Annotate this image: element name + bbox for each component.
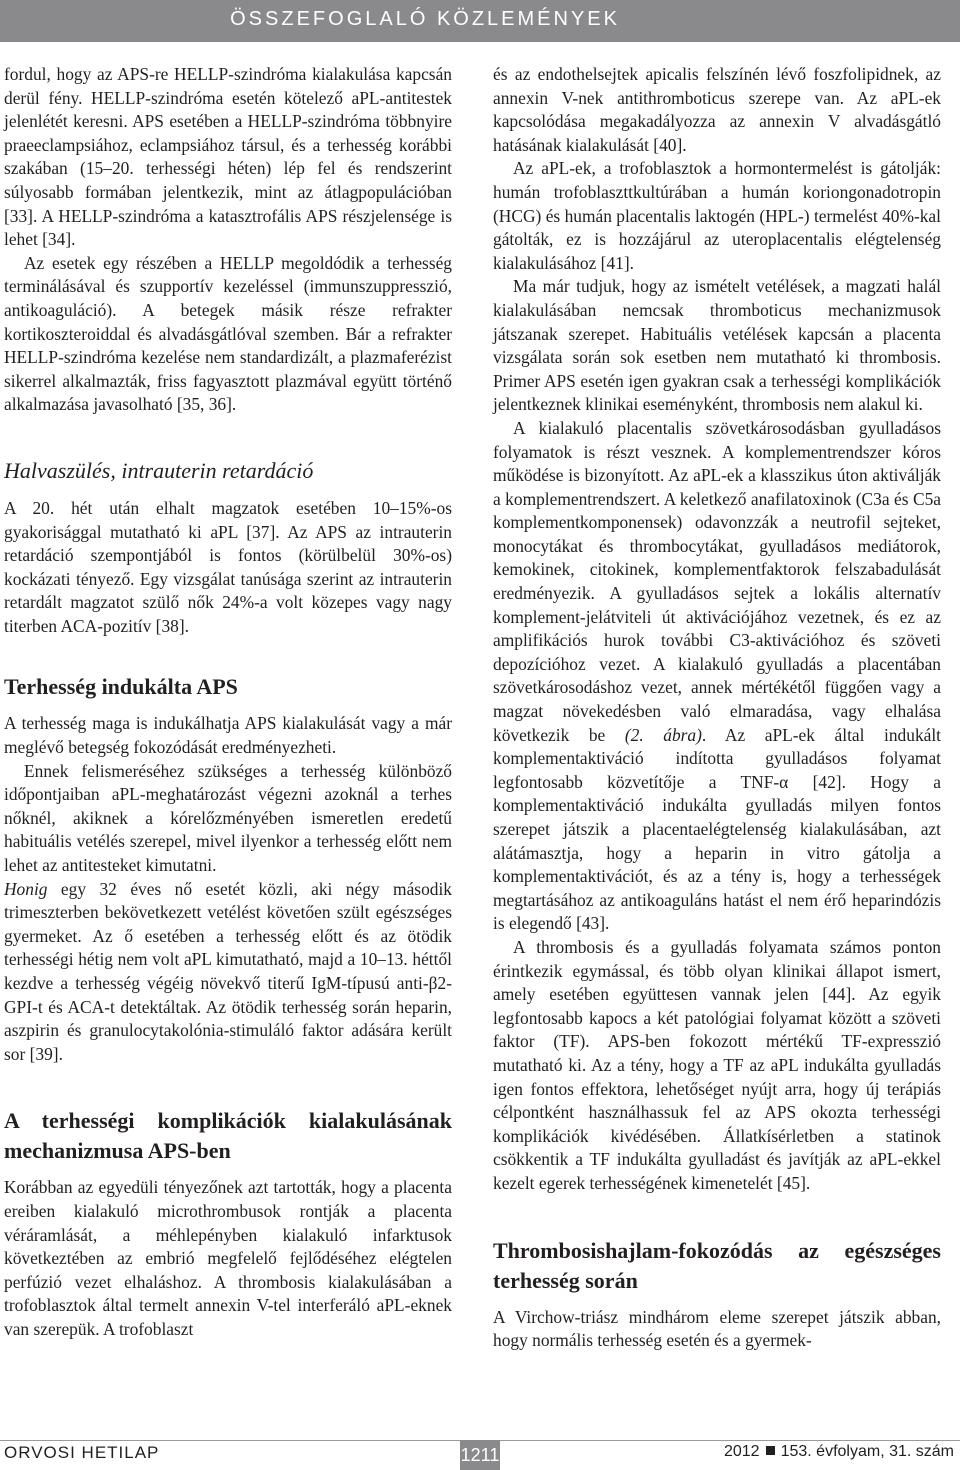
issue-info	[724, 1443, 954, 1461]
paragraph: A Virchow-triász mindhárom eleme szerepet játszik abban, hogy normális terhesség esetén és a gyermek-	[493, 1306, 941, 1351]
footer	[0, 1440, 960, 1470]
page-number: 1211	[460, 1440, 500, 1470]
paragraph: és az endothelsejtek apicalis felszínén lévő foszfolipidnek, az annexin V-nek antithromboticus szerepe van. Az aPL-ek kapcsolódása megakadályozza az annexin V alvadásgátló hatásának kialakulását [40].	[493, 64, 941, 155]
section-heading: Thrombosishajlam-fokozódás az egészséges terhesség során	[493, 1237, 941, 1293]
left-column	[4, 63, 452, 1342]
volume-issue: 153. évfolyam, 31. szám	[780, 1443, 954, 1460]
paragraph: Korábban az egyedüli tényezőnek azt tartották, hogy a placenta ereiben kialakuló microthrombusok rontják a placenta véráramlását, a méhlepényben kialakuló infarktusok következtében az embrió megfelelő fejlődéséhez elégtelen perfúzió vezet elhaláshoz. A thrombosis kialakulásában a trofoblasztok által termelt annexin V-tel interferáló aPL-eknek van szerepük. A trofoblaszt	[4, 1177, 452, 1339]
figure-reference: (2. ábra)	[624, 724, 702, 745]
paragraph: Az esetek egy részében a HELLP megoldódik a terhesség terminálásával és szupportív kezeléssel (immunszuppresszió, antikoaguláció). A betegek másik része refrakter kortikoszteroiddal és alvadásgátlóval szemben. Bár a refrakter HELLP-szindróma kezelése nem standardizált, a plazmaferézist sikerrel alkalmazták, friss fagyasztott plazmával együtt történő alkalmazása javasolható [35, 36].	[4, 252, 452, 415]
square-bullet-icon	[766, 1446, 775, 1455]
paragraph: A 20. hét után elhalt magzatok esetében 10–15%-os gyakorisággal mutatható ki aPL [37]. Az APS az intrauterin retardáció szempontjából is fontos (körülbelül 30%-os) kockázati tényező. Egy vizsgálat tanúsága szerint az intrauterin retardált magzatot szülő nők 24%-a volt közepes vagy nagy titerben ACA-pozitív [38].	[4, 497, 452, 636]
paragraph: fordul, hogy az APS-re HELLP-szindróma kialakulása kapcsán derül fény. HELLP-szindróma esetén kötelező aPL-antitestek jelenlétét keresni. APS esetében a HELLP-szindróma többnyire praeeclampsiához, eclampsiához társul, és a terhesség korábbi szakában (15–20. terhességi héten) lép fel és rendszerint súlyosabb formában jelentkezik, mint az átlagpopulációban [33]. A HELLP-szindróma a katasztrofális APS részjelensége is lehet [34].	[4, 64, 452, 250]
section-heading: Terhesség indukálta APS	[4, 674, 238, 700]
paragraph: Ennek felismeréséhez szükséges a terhesség különböző időpontjaiban aPL-meghatározást végezni azoknál a terhes nőknél, akiknek a kórelőzményében ismeretlen eredetű habituális vetélés szerepel, mivel ilyenkor a terhesség előtt nem lehet az antitesteket kimutatni.	[4, 760, 452, 876]
paragraph-text: . Az aPL-ek által indukált komplementaktiváció indította gyulladásos folyamat legfontosabb közvetítője a TNF-α [42]. Hogy a komplementaktiváció indukálta gyulladás milyen fontos szerepet játszik a placentaelégtelenség kialakulásában, azt alátámasztja, hogy a heparin in vitro gátolja a komplementaktivációt, és az a tény is, hogy a terhességek megtartásához az antikoaguláns hatást el nem érő heparindózis is elegendő [43].	[493, 724, 942, 934]
journal-name: ORVOSI HETILAP	[4, 1443, 160, 1462]
paragraph: A thrombosis és a gyulladás folyamata számos ponton érintkezik egymással, és több olyan klinikai állapot ismert, amely esetében együttesen vannak jelen [44]. Az egyik legfontosabb kapocs a két patológiai folyamat között a szöveti faktor (TF). APS-ben fokozott mértékű TF-expresszió mutatható ki. Az a tény, hogy a TF az aPL indukálta gyulladás igen fontos effektora, lehetőséget nyújt arra, hogy új terápiás célpontként használhassuk fel az APS okozta terhességi komplikációk kivédésében. Állatkísérletben a statinok csökkentik a TF indukálta gyulladást és javítják az aPL-ekkel kezelt egerek terhességének kimenetelét [45].	[493, 936, 941, 1193]
section-heading: A terhességi komplikációk kialakulásának mechanizmusa APS-ben	[4, 1108, 452, 1164]
paragraph: Ma már tudjuk, hogy az ismételt vetélések, a magzati halál kialakulásában nemcsak thromboticus mechanizmusok játszanak szerepet. Habituális vetélések kapcsán a placenta vizsgálata során sok esetben nem mutatható ki thrombosis. Primer APS esetén igen gyakran csak a terhességi komplikációk jelentkeznek klinikai eseményként, thrombosis nem alakul ki.	[493, 276, 941, 415]
section-heading: Halvaszülés, intrauterin retardáció	[4, 457, 314, 483]
header-bar	[0, 0, 960, 42]
paragraph-text: egy 32 éves nő esetét közli, aki négy második trimeszterben bekövetkezett vetélést követően szült egészséges gyermeket. Az ő esetében a terhesség előtt és az ötödik terhességi hétig nem volt aPL kimutatható, majd a 10–13. héttől kezdve a terhesség végéig növekvő titerű IgM-típusú anti-β2-GPI-t és ACA-t detektáltak. Az ötödik terhesség során heparin, aszpirin és granulocytakolónia-stimuláló faktor adására került sor [39].	[4, 878, 452, 1064]
paragraph: Az aPL-ek, a trofoblasztok a hormontermelést is gátolják: humán trofoblaszttkultúrában a humán koriongonadotropin (HCG) és humán placentalis laktogén (HPL-) termelést 40%-kal gátolták, ez is hozzájárul az uteroplacentalis elégtelenség kialakulásához [41].	[493, 158, 941, 273]
paragraph: A terhesség maga is indukálhatja APS kialakulását vagy a már meglévő betegség fokozódását eredményezheti.	[4, 713, 452, 758]
year: 2012	[723, 1443, 760, 1460]
paragraph	[4, 878, 452, 1067]
paragraph	[493, 417, 941, 936]
section-label: ÖSSZEFOGLALÓ KÖZLEMÉNYEK	[230, 8, 620, 30]
paragraph-text: A kialakuló placentalis szövetkárosodásban gyulladásos folyamatok is részt vesznek. A komplementrendszer kóros működése is bizonyított. Az aPL-ek a klasszikus úton aktiválják a komplementrendszert. A keletkező anafilatoxinok (C3a és C5a komplementkomponensek) odavonzzák a neutrofil sejteket, monocytákat és thrombocytákat, gyulladásos mediátorok, kemokinek, citokinek, komplementfaktorok felszabadulását eredményezik. A gyulladásos sejtek a lokális alternatív komplement-jelátviteli út aktivációjához vezetnek, és ez az amplifikációs hurok további C3-aktivációhoz és szöveti depozícióhoz vezet. A kialakuló gyulladás a placentában szövetkárosodáshoz vezet, annek mértékétől függően vagy a magzat növekedésben való elmaradása, vagy elhalása következik be	[493, 417, 941, 745]
author-name: Honig	[4, 878, 48, 899]
right-column	[493, 63, 941, 1353]
